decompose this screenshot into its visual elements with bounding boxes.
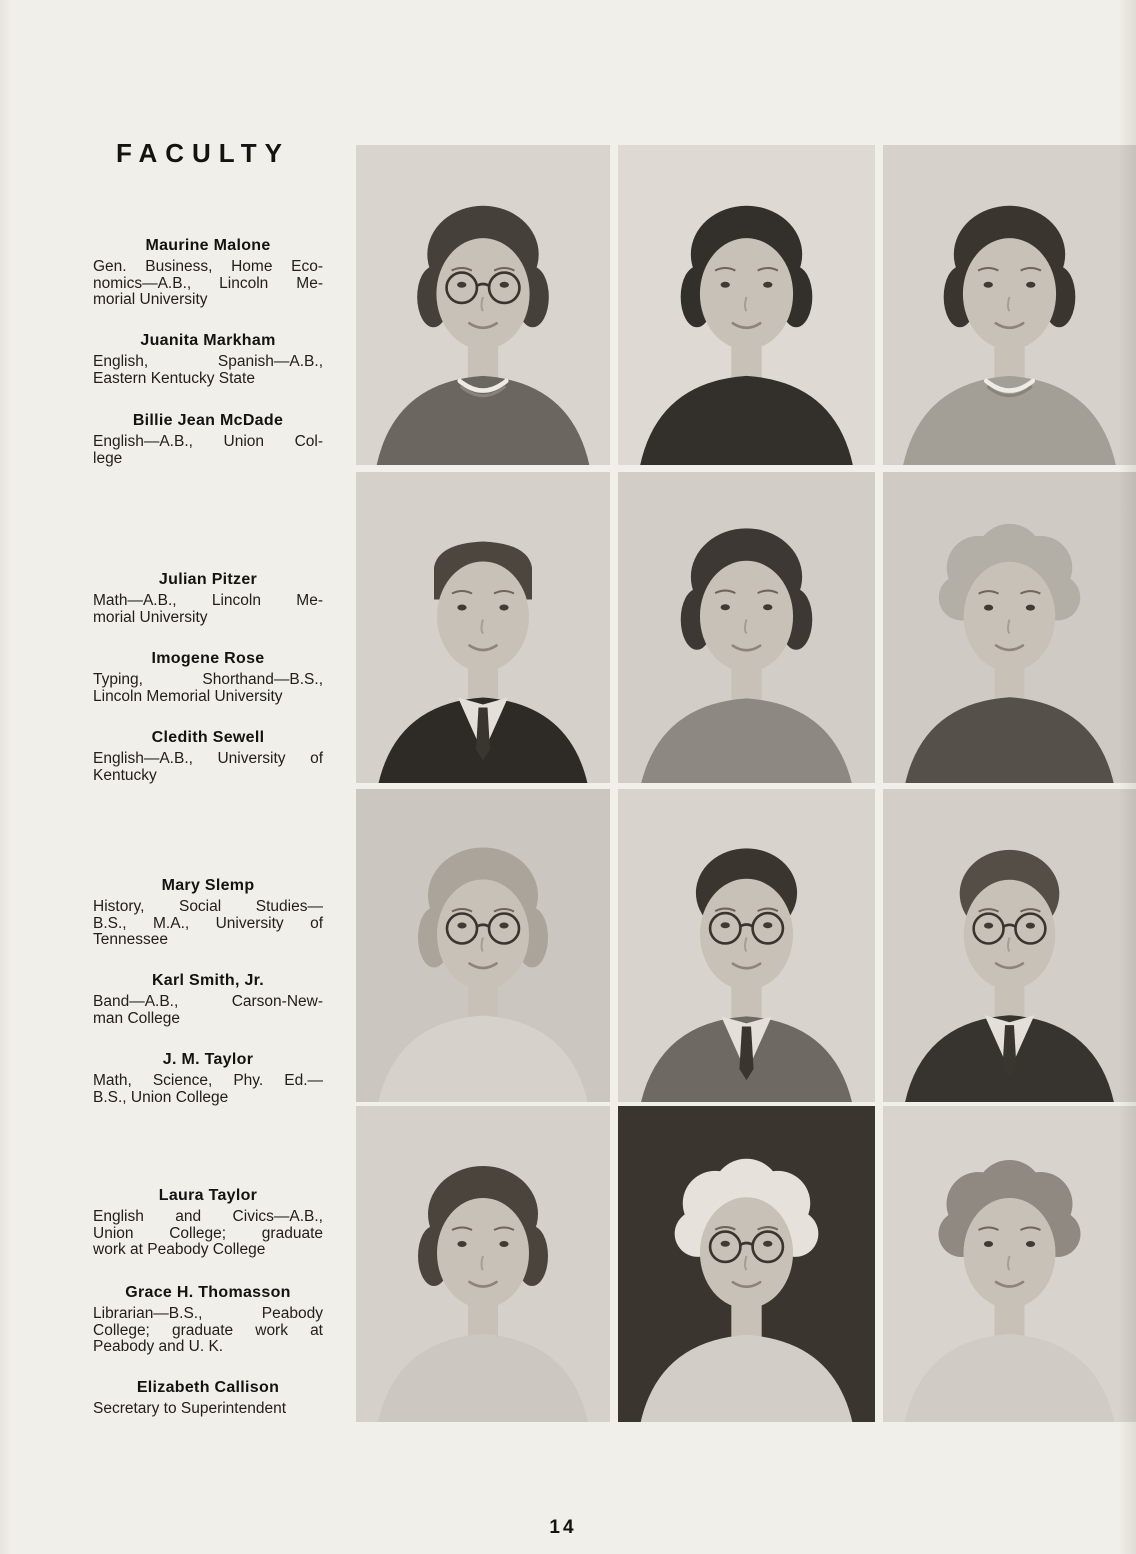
portrait-cell <box>356 1106 610 1422</box>
faculty-credentials-line: Secretary to Superintendent <box>93 1400 287 1417</box>
faculty-name: Grace H. Thomasson <box>125 1284 291 1301</box>
portrait-cell <box>883 145 1136 465</box>
faculty-name: Laura Taylor <box>158 1187 258 1204</box>
faculty-credentials-line: Peabody and U. K. <box>93 1338 224 1355</box>
faculty-credentials-line: Typing, Shorthand—B.S., <box>93 671 323 688</box>
portrait-cell <box>883 472 1136 783</box>
portrait-photo <box>618 472 875 783</box>
faculty-name: Imogene Rose <box>151 650 265 667</box>
faculty-name: Karl Smith, Jr. <box>151 972 265 989</box>
faculty-credentials-line: morial University <box>93 608 208 626</box>
portrait-photo <box>356 145 610 465</box>
portrait-cell <box>356 789 610 1102</box>
faculty-credentials-line: Lincoln Memorial University <box>93 687 283 705</box>
faculty-name: Billie Jean McDade <box>132 412 284 429</box>
page-title: FACULTY <box>116 138 290 168</box>
faculty-credentials-line: Kentucky <box>93 766 157 784</box>
faculty-credentials-line: History, Social Studies— <box>93 898 323 915</box>
faculty-credentials-line: B.S., Union College <box>93 1088 229 1106</box>
faculty-name: Maurine Malone <box>145 237 271 254</box>
faculty-credentials-line: Gen. Business, Home Eco- <box>93 258 323 275</box>
faculty-name: Elizabeth Callison <box>136 1379 280 1396</box>
faculty-credentials-line: lege <box>93 449 123 467</box>
faculty-credentials-line: Union College; graduate <box>93 1224 323 1242</box>
portrait-photo <box>883 1106 1136 1422</box>
portrait-photo <box>618 1106 875 1422</box>
portrait-cell <box>883 789 1136 1102</box>
portrait-cell <box>618 789 875 1102</box>
faculty-entry <box>93 1283 323 1356</box>
portrait-cell <box>356 472 610 783</box>
portrait-cell <box>618 145 875 465</box>
faculty-entry <box>93 649 323 705</box>
faculty-credentials-line: College; graduate work at <box>93 1321 323 1339</box>
faculty-entry <box>93 1186 323 1259</box>
faculty-credentials-line: English, Spanish—A.B., <box>93 353 323 370</box>
faculty-credentials-line: nomics—A.B., Lincoln Me- <box>93 274 323 292</box>
faculty-entry <box>93 570 323 626</box>
portrait-cell <box>618 472 875 783</box>
faculty-entry <box>93 876 323 949</box>
portrait-photo <box>618 145 875 465</box>
faculty-credentials-line: Band—A.B., Carson-New- <box>93 993 323 1010</box>
faculty-entry <box>93 236 323 309</box>
faculty-credentials-line: work at Peabody College <box>93 1241 266 1258</box>
faculty-credentials-line: Tennessee <box>93 931 168 948</box>
portrait-photo <box>356 1106 610 1422</box>
faculty-credentials-line: Librarian—B.S., Peabody <box>93 1305 323 1322</box>
portrait-photo <box>618 789 875 1102</box>
faculty-credentials-line: morial University <box>93 291 208 308</box>
page-number: 14 <box>549 1517 577 1538</box>
portrait-cell <box>356 145 610 465</box>
faculty-entry <box>93 728 323 784</box>
faculty-credentials-line: Math, Science, Phy. Ed.— <box>93 1072 323 1089</box>
scan-left-smudge <box>0 0 12 1554</box>
portrait-photo <box>883 145 1136 465</box>
portrait-cell <box>618 1106 875 1422</box>
faculty-credentials-line: English—A.B., University of <box>93 750 323 767</box>
faculty-credentials-line: English and Civics—A.B., <box>93 1208 323 1225</box>
faculty-credentials-line: English—A.B., Union Col- <box>93 433 323 450</box>
portrait-photo <box>883 789 1136 1102</box>
faculty-entry <box>93 411 323 467</box>
faculty-entry <box>93 1050 323 1106</box>
portrait-photo <box>356 789 610 1102</box>
faculty-credentials-line: Eastern Kentucky State <box>93 369 255 387</box>
faculty-name: Julian Pitzer <box>158 571 258 588</box>
faculty-credentials-line: Math—A.B., Lincoln Me- <box>93 592 323 609</box>
faculty-name: Mary Slemp <box>161 877 255 894</box>
faculty-entry <box>93 971 323 1027</box>
portrait-photo <box>356 472 610 783</box>
faculty-entry <box>93 331 323 387</box>
faculty-name: Juanita Markham <box>140 332 276 349</box>
faculty-name: Cledith Sewell <box>151 729 265 746</box>
faculty-credentials-line: B.S., M.A., University of <box>93 914 323 932</box>
portrait-cell <box>883 1106 1136 1422</box>
faculty-name: J. M. Taylor <box>162 1051 254 1068</box>
portrait-photo <box>883 472 1136 783</box>
faculty-credentials-line: man College <box>93 1009 181 1027</box>
faculty-entry <box>93 1378 323 1418</box>
